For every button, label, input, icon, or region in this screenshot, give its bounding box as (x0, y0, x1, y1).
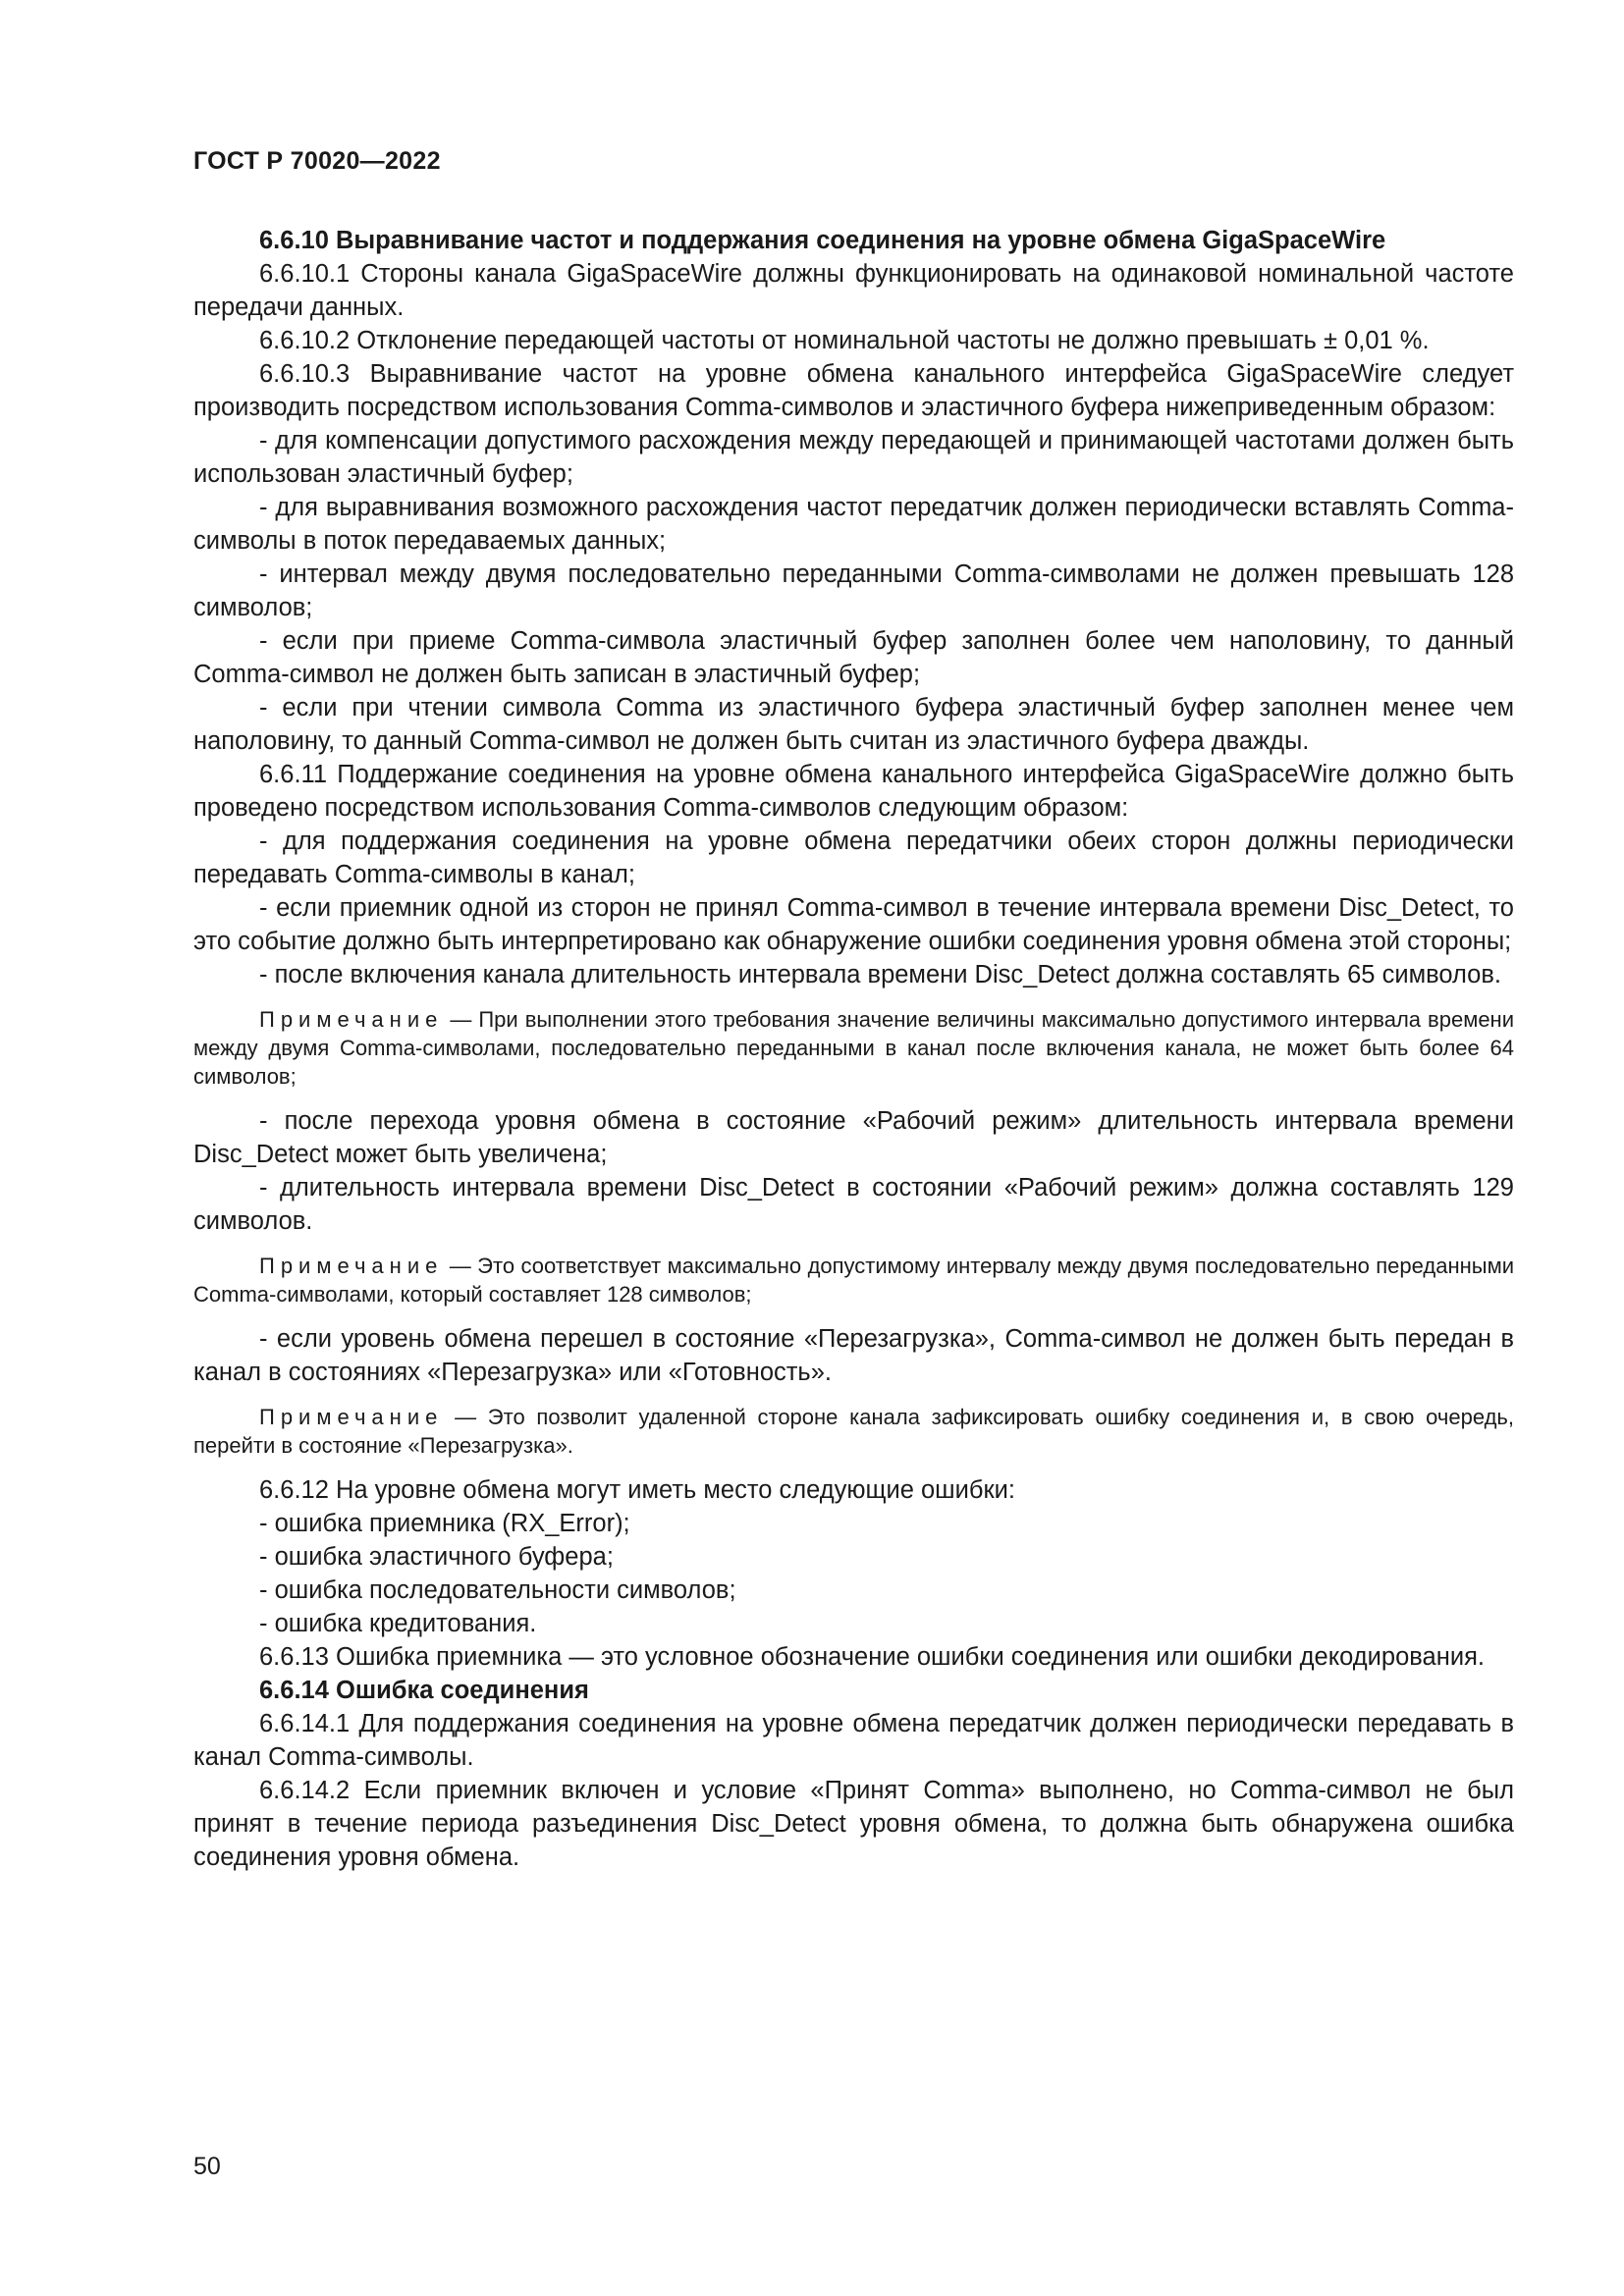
paragraph-6-6-10-3: 6.6.10.3 Выравнивание частот на уровне обмена канального интерфейса GigaSpaceWire следует производить посредством использования Comma-символов и эластичного буфера нижеприведенным образом: (193, 360, 1514, 421)
list-item: - после перехода уровня обмена в состояние «Рабочий режим» длительность интервала времени Disc_Detect может быть увеличена; (193, 1107, 1514, 1168)
list-item: - интервал между двумя последовательно переданными Comma-символами не должен превышать 128 символов; (193, 561, 1514, 621)
list-item: - для компенсации допустимого расхождения между передающей и принимающей частотами должен быть использован эластичный буфер; (193, 427, 1514, 488)
section-title-6-6-14: 6.6.14 Ошибка соединения (259, 1677, 589, 1704)
list-item: - ошибка эластичного буфера; (259, 1543, 614, 1571)
paragraph-6-6-10-1: 6.6.10.1 Стороны канала GigaSpaceWire должны функционировать на одинаковой номинальной частоте передачи данных. (193, 260, 1514, 321)
note-label: Примечание (259, 1254, 444, 1278)
list-item: - если при приеме Comma-символа эластичный буфер заполнен более чем наполовину, то данный Comma-символ не должен быть записан в эластичный буфер; (193, 627, 1514, 688)
note-1 (193, 1005, 1514, 1091)
paragraph-6-6-12: 6.6.12 На уровне обмена могут иметь место следующие ошибки: (259, 1476, 1015, 1504)
note-label: Примечание (259, 1405, 444, 1429)
list-item: - ошибка приемника (RX_Error); (259, 1510, 630, 1537)
list-item: - для поддержания соединения на уровне обмена передатчики обеих сторон должны периодически передавать Comma-символы в канал; (193, 828, 1514, 888)
list-item: - ошибка последовательности символов; (259, 1576, 736, 1604)
list-item: - если при чтении символа Comma из эластичного буфера эластичный буфер заполнен менее чем наполовину, то данный Comma-символ не должен быть считан из эластичного буфера дважды. (193, 694, 1514, 755)
note-label: Примечание (259, 1007, 444, 1032)
list-item: - ошибка кредитования. (259, 1610, 537, 1637)
paragraph-6-6-14-2: 6.6.14.2 Если приемник включен и условие «Принят Comma» выполнено, но Comma-символ не был принят в течение периода разъединения Disc_Detect уровня обмена, то должна быть обнаружена ошибка соединения уровня обмена. (193, 1777, 1514, 1871)
note-text: — Это позволит удаленной стороне канала зафиксировать ошибку соединения и, в свою очередь, перейти в состояние «Перезагрузка». (193, 1405, 1514, 1458)
list-item: - после включения канала длительность интервала времени Disc_Detect должна составлять 65 символов. (259, 961, 1501, 988)
paragraph-6-6-13: 6.6.13 Ошибка приемника — это условное обозначение ошибки соединения или ошибки декодирования. (259, 1643, 1485, 1671)
note-2 (193, 1252, 1514, 1308)
note-text: — Это соответствует максимально допустимому интервалу между двумя последовательно переданными Comma-символами, который составляет 128 символов; (193, 1254, 1514, 1307)
page-content (193, 224, 1514, 1874)
note-text: — При выполнении этого требования значение величины максимально допустимого интервала времени между двумя Comma-символами, последовательно переданными в канал после включения канала, не может быть более 64 символов; (193, 1007, 1514, 1089)
document-header: ГОСТ Р 70020—2022 (193, 147, 441, 175)
list-item: - для выравнивания возможного расхождения частот передатчик должен периодически вставлять Comma-символы в поток передаваемых данных; (193, 494, 1514, 555)
paragraph-6-6-10-2: 6.6.10.2 Отклонение передающей частоты от номинальной частоты не должно превышать ± 0,01 %. (259, 327, 1430, 354)
note-3 (193, 1403, 1514, 1460)
page-number: 50 (193, 2153, 221, 2180)
list-item: - если приемник одной из сторон не принял Comma-символ в течение интервала времени Disc_Detect, то это событие должно быть интерпретировано как обнаружение ошибки соединения уровня обмена этой стороны; (193, 894, 1514, 955)
paragraph-6-6-11: 6.6.11 Поддержание соединения на уровне обмена канального интерфейса GigaSpaceWire должно быть проведено посредством использования Comma-символов следующим образом: (193, 761, 1514, 822)
list-item: - длительность интервала времени Disc_Detect в состоянии «Рабочий режим» должна составлять 129 символов. (193, 1174, 1514, 1235)
paragraph-6-6-14-1: 6.6.14.1 Для поддержания соединения на уровне обмена передатчик должен периодически передавать в канал Comma-символы. (193, 1710, 1514, 1771)
section-title-6-6-10: 6.6.10 Выравнивание частот и поддержания соединения на уровне обмена GigaSpaceWire (259, 227, 1386, 254)
list-item: - если уровень обмена перешел в состояние «Перезагрузка», Comma-символ не должен быть передан в канал в состояниях «Перезагрузка» или «Готовность». (193, 1325, 1514, 1386)
